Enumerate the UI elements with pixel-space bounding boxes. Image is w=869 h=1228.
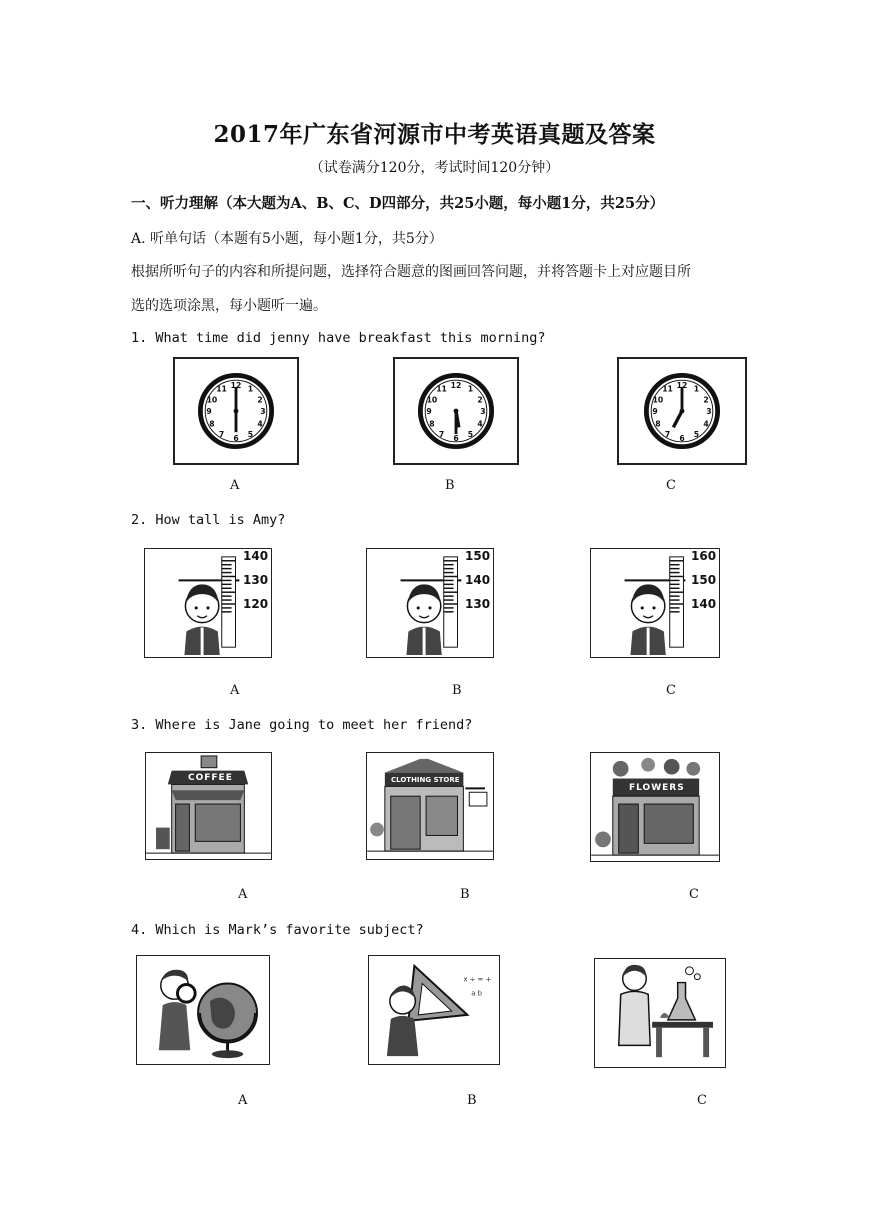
svg-text:a b: a b bbox=[471, 989, 483, 998]
svg-text:10: 10 bbox=[426, 395, 438, 405]
option-3c-flower-shop-image bbox=[590, 752, 720, 862]
svg-text:1: 1 bbox=[247, 384, 254, 394]
question-4: 4. Which is Mark’s favorite subject? bbox=[131, 922, 424, 938]
scale-2c-top: 160 bbox=[691, 549, 717, 563]
svg-text:8: 8 bbox=[655, 419, 661, 429]
option-4b-math-image bbox=[368, 955, 500, 1065]
option-4a-geography-image bbox=[136, 955, 270, 1065]
svg-text:12: 12 bbox=[676, 380, 688, 390]
svg-text:2: 2 bbox=[703, 395, 709, 405]
option-3a-coffee-shop-image bbox=[145, 752, 272, 860]
svg-text:2: 2 bbox=[257, 395, 263, 405]
svg-text:10: 10 bbox=[206, 395, 218, 405]
svg-text:9: 9 bbox=[652, 406, 658, 416]
svg-text:8: 8 bbox=[429, 419, 435, 429]
svg-text:7: 7 bbox=[664, 430, 671, 439]
instructions-line-2: 选的选项涂黑，每小题听一遍。 bbox=[131, 298, 327, 314]
option-1b-clock-image bbox=[393, 357, 519, 465]
svg-text:12: 12 bbox=[450, 380, 462, 390]
svg-text:11: 11 bbox=[436, 384, 447, 394]
svg-text:6: 6 bbox=[679, 433, 685, 443]
question-2: 2. How tall is Amy? bbox=[131, 512, 286, 528]
option-label-2a: A bbox=[230, 683, 240, 698]
scale-2a-top: 140 bbox=[243, 549, 269, 563]
svg-text:x ÷ = +: x ÷ = + bbox=[463, 975, 492, 984]
section-heading: 一、听力理解（本大题为A、B、C、D四部分，共25小题，每小题1分，共25分） bbox=[131, 195, 665, 212]
option-label-1b: B bbox=[445, 478, 455, 493]
scale-2a-mid: 130 bbox=[243, 573, 269, 587]
option-label-2c: C bbox=[666, 683, 676, 698]
svg-text:5: 5 bbox=[247, 430, 254, 439]
svg-text:4: 4 bbox=[477, 419, 483, 429]
option-1c-clock-image bbox=[617, 357, 747, 465]
exam-info: （试卷满分120分，考试时间120分钟） bbox=[309, 160, 560, 176]
question-3: 3. Where is Jane going to meet her friend? bbox=[131, 717, 473, 733]
scale-2b-mid: 140 bbox=[465, 573, 491, 587]
scale-2b-bottom: 130 bbox=[465, 597, 491, 611]
scale-2a-bottom: 120 bbox=[243, 597, 269, 611]
option-label-2b: B bbox=[452, 683, 462, 698]
option-label-1a: A bbox=[230, 478, 240, 493]
svg-text:2: 2 bbox=[477, 395, 483, 405]
svg-text:11: 11 bbox=[662, 384, 673, 394]
option-label-1c: C bbox=[666, 478, 676, 493]
svg-text:1: 1 bbox=[693, 384, 700, 394]
option-label-3c: C bbox=[689, 887, 699, 902]
svg-text:4: 4 bbox=[257, 419, 263, 429]
scale-2c-mid: 150 bbox=[691, 573, 717, 587]
svg-text:1: 1 bbox=[467, 384, 474, 394]
svg-text:6: 6 bbox=[453, 433, 459, 443]
svg-text:6: 6 bbox=[233, 433, 239, 443]
option-4c-chemistry-image bbox=[594, 958, 726, 1068]
coffee-sign: COFFEE bbox=[188, 773, 233, 783]
svg-text:9: 9 bbox=[206, 406, 212, 416]
option-label-4b: B bbox=[467, 1093, 477, 1108]
page-title: 2017年广东省河源市中考英语真题及答案 bbox=[213, 121, 656, 148]
option-1a-clock-image bbox=[173, 357, 299, 465]
option-label-4a: A bbox=[238, 1093, 248, 1108]
option-label-4c: C bbox=[697, 1093, 707, 1108]
svg-text:3: 3 bbox=[260, 406, 266, 416]
svg-text:10: 10 bbox=[652, 395, 664, 405]
svg-text:7: 7 bbox=[218, 430, 225, 439]
scale-2c-bottom: 140 bbox=[691, 597, 717, 611]
svg-text:7: 7 bbox=[438, 430, 445, 439]
svg-text:9: 9 bbox=[426, 406, 432, 416]
scale-2b-top: 150 bbox=[465, 549, 491, 563]
svg-text:4: 4 bbox=[703, 419, 709, 429]
part-a-heading: A. 听单句话（本题有5小题，每小题1分，共5分） bbox=[131, 231, 443, 247]
clothing-store-sign: CLOTHING STORE bbox=[391, 776, 460, 784]
svg-text:8: 8 bbox=[209, 419, 215, 429]
option-label-3b: B bbox=[460, 887, 470, 902]
instructions-line-1: 根据所听句子的内容和所提问题，选择符合题意的图画回答问题，并将答题卡上对应题目所 bbox=[131, 264, 691, 280]
svg-text:5: 5 bbox=[467, 430, 474, 439]
option-3b-clothing-store-image bbox=[366, 752, 494, 860]
question-1: 1. What time did jenny have breakfast this morning? bbox=[131, 330, 546, 346]
option-label-3a: A bbox=[238, 887, 248, 902]
svg-text:12: 12 bbox=[230, 380, 242, 390]
svg-text:5: 5 bbox=[693, 430, 700, 439]
flowers-sign: FLOWERS bbox=[629, 783, 685, 793]
svg-text:3: 3 bbox=[480, 406, 486, 416]
svg-text:11: 11 bbox=[216, 384, 227, 394]
svg-text:3: 3 bbox=[706, 406, 712, 416]
